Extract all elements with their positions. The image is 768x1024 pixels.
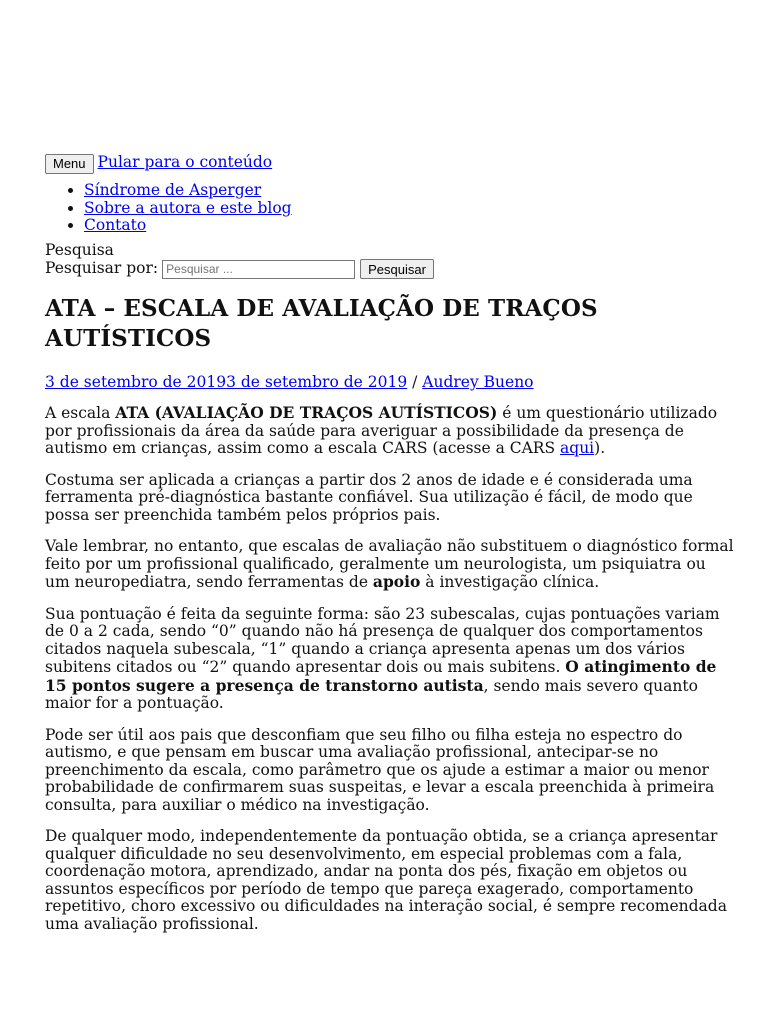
nav-link-contact[interactable]: Contato bbox=[84, 216, 147, 234]
menu-button[interactable]: Menu bbox=[45, 154, 94, 174]
meta-separator: / bbox=[407, 373, 423, 391]
text: A escala bbox=[45, 404, 116, 422]
nav-link-asperger[interactable]: Síndrome de Asperger bbox=[84, 181, 262, 199]
text: , sendo mais severo quanto maior for a pontuação. bbox=[45, 676, 698, 712]
search-label: Pesquisar por: bbox=[45, 259, 159, 278]
nav-item-asperger bbox=[84, 182, 735, 200]
text: Sua pontuação é feita da seguinte forma: são 23 subescalas, cujas pontuações variam de 0 a 2 cada, sendo “0” quando não há presença de qualquer dos comportamentos citados naquela subescala, “1” quando a criança apresenta apenas um dos vários subitens citados ou “2” quando apresentar dois ou mais subitens. bbox=[45, 604, 720, 676]
text: Vale lembrar, no entanto, que escalas de avaliação não substituem o diagnóstico formal feito por um profissional qualificado, geralmente um neurologista, um psiquiatra ou um neuropediatra, sendo ferramentas de bbox=[45, 537, 734, 591]
bold-text: ATA (AVALIAÇÃO DE TRAÇOS AUTÍSTICOS) bbox=[115, 403, 498, 422]
text: é um questionário utilizado por profissionais da área da saúde para averiguar a possibilidade da presença de autismo em crianças, assim como a escala CARS (acesse a CARS bbox=[45, 404, 718, 457]
nav-item-about bbox=[84, 200, 735, 218]
paragraph-application: Costuma ser aplicada a crianças a partir dos 2 anos de idade e é considerada uma ferramenta pré-diagnóstica bastante confiável. Sua utilização é fácil, de modo que possa ser preenchida também pelos próprios pais. bbox=[45, 470, 693, 524]
text: à investigação clínica. bbox=[420, 573, 600, 591]
nav-link-about[interactable]: Sobre a autora e este blog bbox=[84, 198, 292, 217]
skip-to-content-link[interactable]: Pular para o conteúdo bbox=[97, 153, 273, 171]
cars-link[interactable]: aqui bbox=[560, 439, 595, 457]
bold-text: O atingimento de 15 pontos sugere a presença de transtorno autista bbox=[45, 657, 717, 695]
top-bar bbox=[45, 150, 735, 174]
paragraph-disclaimer bbox=[45, 538, 735, 592]
nav-item-contact bbox=[84, 217, 735, 235]
post-date-link[interactable]: 3 de setembro de 20193 de setembro de 2019 bbox=[45, 373, 408, 391]
author-link[interactable]: Audrey Bueno bbox=[422, 373, 534, 391]
main-navigation bbox=[45, 182, 735, 235]
text: ). bbox=[594, 439, 606, 457]
paragraph-parents: Pode ser útil aos pais que desconfiam que seu filho ou filha esteja no espectro do autismo, e que pensam em buscar uma avaliação profissional, antecipar-se no preenchimento da escala, como parâmetro que os ajude a estimar a maior ou menor probabilidade de confirmarem suas suspeitas, e levar a escala preenchida à primeira consulta, para auxiliar o médico na investigação. bbox=[45, 725, 715, 814]
article-title: ATA – ESCALA DE AVALIAÇÃO DE TRAÇOS AUTÍSTICOS bbox=[45, 295, 598, 352]
search-section bbox=[45, 242, 735, 280]
search-form bbox=[45, 259, 735, 279]
search-heading: Pesquisa bbox=[45, 240, 114, 259]
article-meta bbox=[45, 373, 735, 391]
paragraph-recommendation: De qualquer modo, independentemente da pontuação obtida, se a criança apresentar qualquer dificuldade no seu desenvolvimento, em especial problemas com a fala, coordenação motora, aprendizado, andar na ponta dos pés, fixação em objetos ou assuntos específicos por período de tempo que pareça exagerado, comportamento repetitivo, choro excessivo ou dificuldades na interação social, é sempre recomendada uma avaliação profissional. bbox=[45, 827, 727, 933]
search-button[interactable]: Pesquisar bbox=[360, 259, 434, 279]
paragraph-scoring bbox=[45, 606, 735, 713]
search-input[interactable] bbox=[162, 260, 355, 279]
page-content bbox=[45, 150, 735, 933]
bold-text: apoio bbox=[372, 572, 421, 591]
paragraph-intro bbox=[45, 404, 735, 458]
